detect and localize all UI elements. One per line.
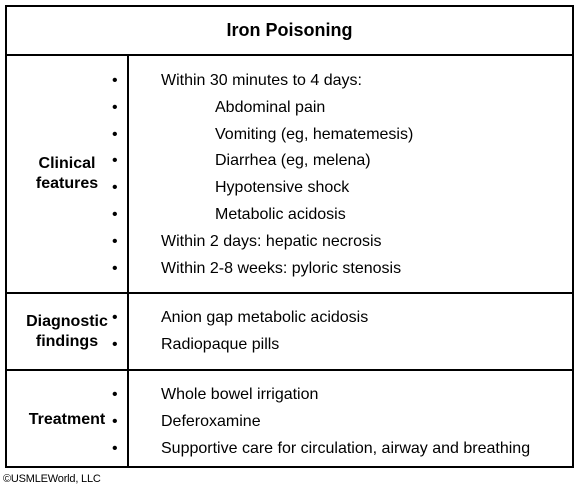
list-item: • Within 2 days: hepatic necrosis [129,229,572,256]
section-header [7,371,129,468]
list-item: • Radiopaque pills [129,332,572,359]
section-header-line2: features [35,175,99,192]
section-header-line1: Treatment [28,410,106,428]
list-item: • Diarrhea (eg, melena) [129,148,572,175]
section-clinical-features [7,56,572,294]
list-item: • Vomiting (eg, hematemesis) [129,122,572,149]
section-diagnostic-findings [7,294,572,371]
section-header-line2: findings [35,332,99,350]
list-item: • Hypotensive shock [129,175,572,202]
bullet-list [129,382,572,462]
section-content [129,371,572,468]
section-content [129,56,572,292]
bullet-list [129,305,572,359]
section-header [7,294,129,369]
table-title: Iron Poisoning [7,7,572,56]
bullet-list [129,68,572,282]
copyright-notice: ©USMLEWorld, LLC [3,473,101,485]
list-item: • Within 2-8 weeks: pyloric stenosis [129,256,572,283]
list-item: • Abdominal pain [129,95,572,122]
section-treatment [7,371,572,468]
list-item: • Deferoxamine [129,409,572,436]
list-item: • Within 30 minutes to 4 days: [129,68,572,95]
list-item: • Supportive care for circulation, airway and breathing [129,436,572,463]
section-header-line1: Diagnostic [26,312,108,330]
iron-poisoning-table [5,5,574,468]
list-item: • Anion gap metabolic acidosis [129,305,572,332]
section-header [7,56,129,292]
list-item: • Metabolic acidosis [129,202,572,229]
section-header-line1: Clinical [38,155,96,172]
section-content [129,294,572,369]
list-item: • Whole bowel irrigation [129,382,572,409]
